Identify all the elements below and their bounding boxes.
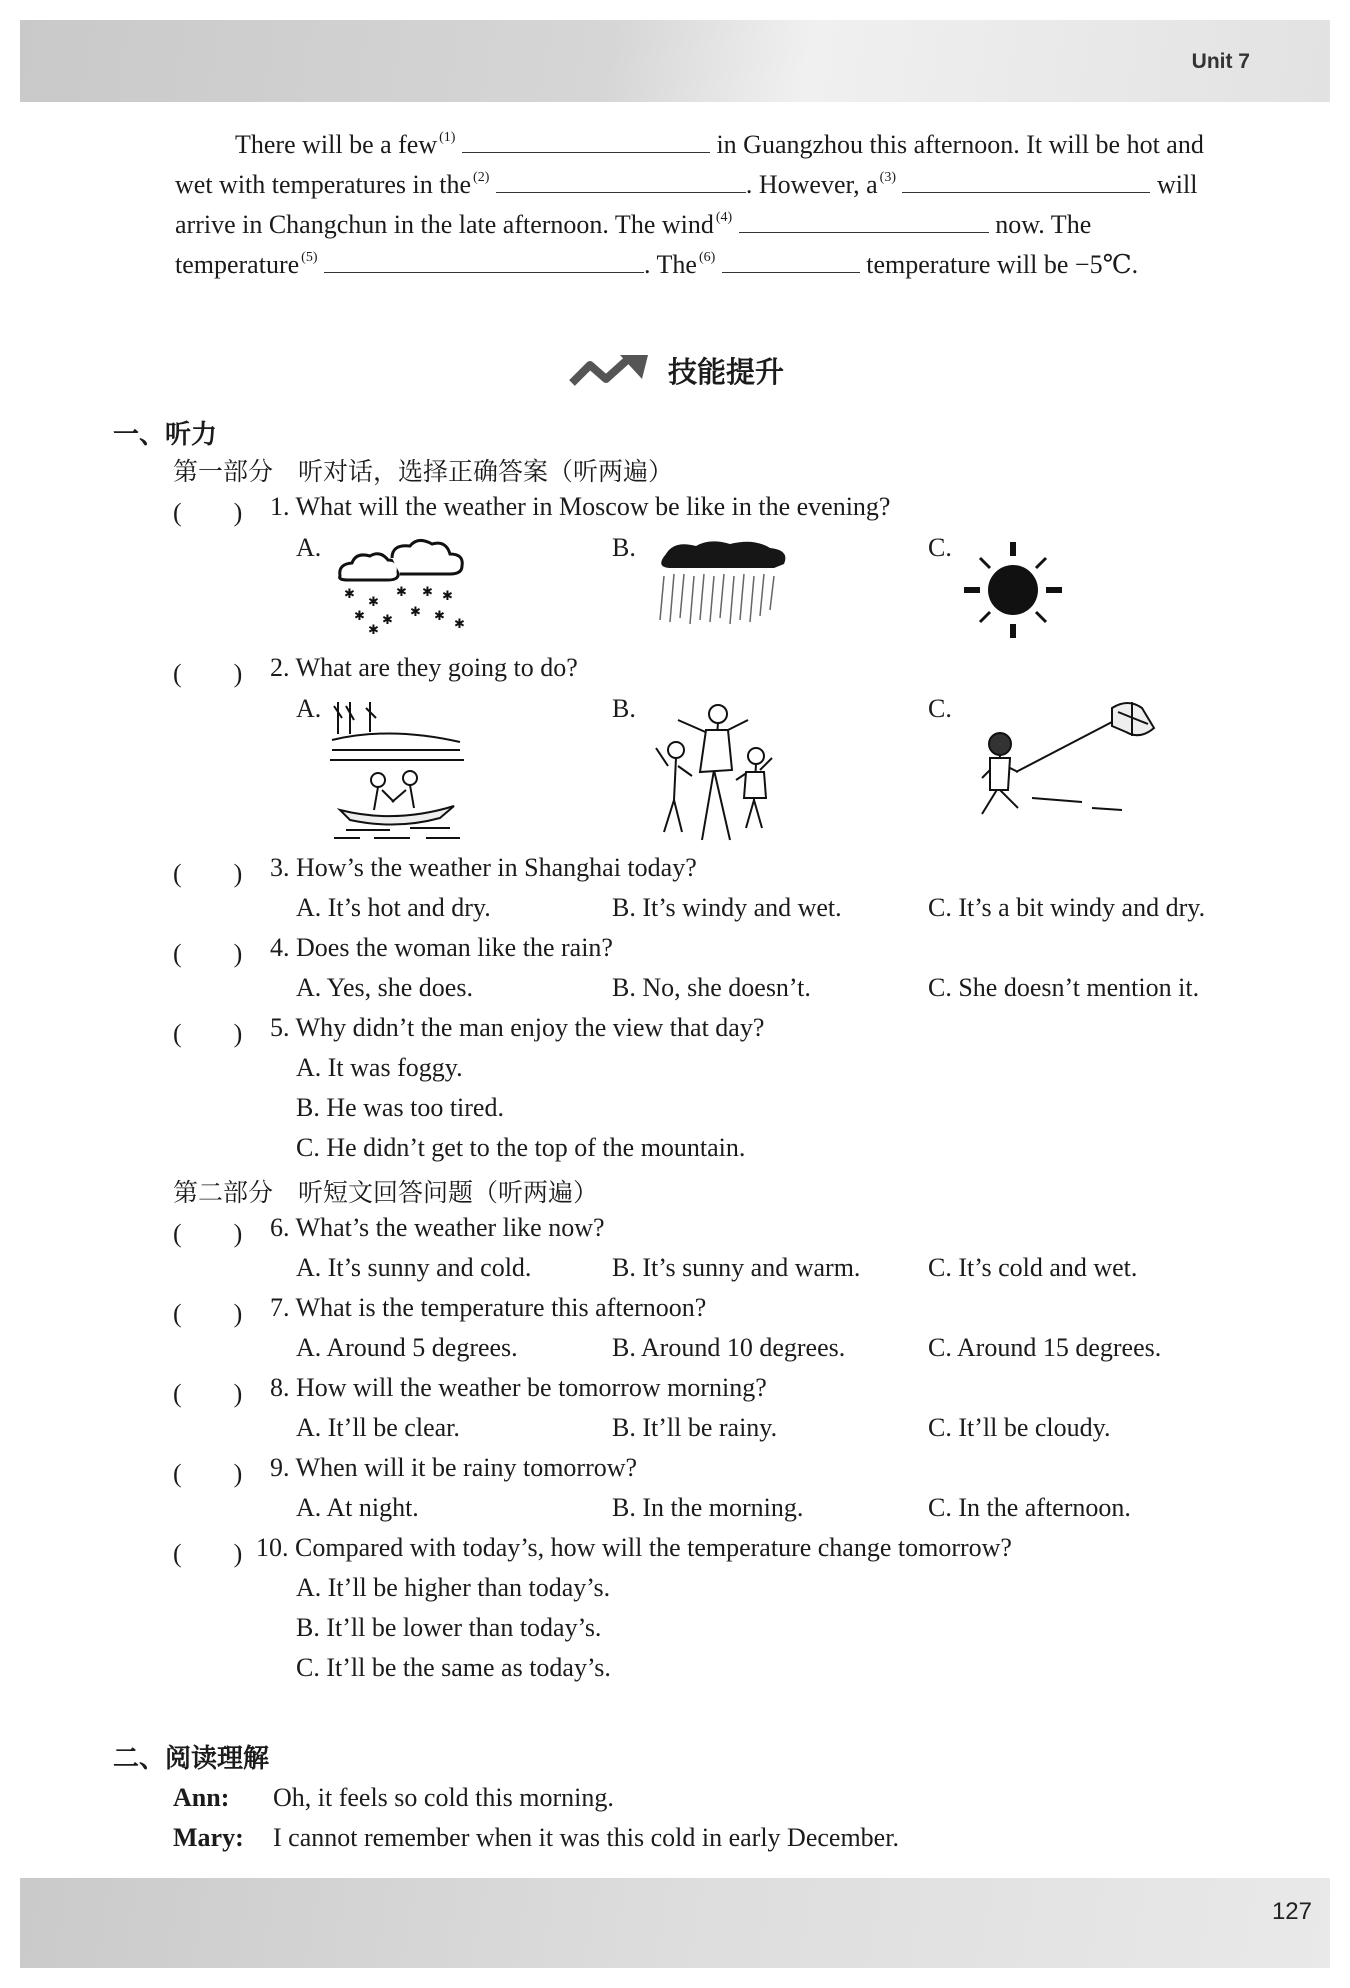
question-3: 3. How’s the weather in Shanghai today? — [270, 853, 697, 882]
unit-label: Unit 7 — [1191, 50, 1250, 73]
blank-1[interactable] — [462, 130, 710, 153]
option-6b[interactable]: B. It’s sunny and warm. — [612, 1253, 861, 1282]
dialogue-line-1: Oh, it feels so cold this morning. — [273, 1783, 614, 1812]
option-7b[interactable]: B. Around 10 degrees. — [612, 1333, 846, 1362]
question-5: 5. Why didn’t the man enjoy the view that day? — [270, 1013, 765, 1042]
option-8a[interactable]: A. It’ll be clear. — [296, 1413, 460, 1442]
option-10c[interactable]: C. It’ll be the same as today’s. — [296, 1653, 611, 1682]
blank-5[interactable] — [324, 250, 644, 273]
sun-icon — [958, 538, 1068, 642]
option-7a[interactable]: A. Around 5 degrees. — [296, 1333, 518, 1362]
option-5a[interactable]: A. It was foggy. — [296, 1053, 463, 1082]
answer-paren-2[interactable]: ( ) — [173, 659, 243, 688]
blank-2[interactable] — [496, 170, 746, 193]
answer-paren-10[interactable]: ( ) — [173, 1539, 243, 1568]
blank-number: (3) — [879, 170, 896, 185]
blank-number: (1) — [439, 130, 456, 145]
blank-number: (2) — [473, 170, 490, 185]
passage-text: wet with temperatures in the — [175, 170, 472, 199]
svg-text:✱: ✱ — [344, 587, 355, 602]
part-2-title: 第二部分 听短文回答问题（听两遍） — [173, 1178, 599, 1207]
option-3c[interactable]: C. It’s a bit windy and dry. — [928, 893, 1206, 922]
option-9a[interactable]: A. At night. — [296, 1493, 419, 1522]
svg-text:✱: ✱ — [410, 605, 421, 620]
passage-text: in Guangzhou this afternoon. It will be hot and — [716, 130, 1204, 159]
svg-text:✱: ✱ — [354, 609, 365, 624]
blank-number: (6) — [698, 250, 716, 265]
option-2b[interactable]: B. — [612, 694, 636, 723]
question-7: 7. What is the temperature this afternoon? — [270, 1293, 707, 1322]
passage-line-1 — [235, 122, 1204, 161]
option-1a[interactable]: A. — [296, 533, 322, 562]
option-7c[interactable]: C. Around 15 degrees. — [928, 1333, 1162, 1362]
option-5c[interactable]: C. He didn’t get to the top of the mountain. — [296, 1133, 746, 1162]
footer-band — [20, 1878, 1330, 1968]
boating-picture — [330, 698, 465, 844]
question-9: 9. When will it be rainy tomorrow? — [270, 1453, 638, 1482]
question-4: 4. Does the woman like the rain? — [270, 933, 613, 962]
option-4a[interactable]: A. Yes, she does. — [296, 973, 473, 1002]
passage-text: . However, a — [745, 170, 878, 199]
trend-arrow-icon — [568, 353, 652, 389]
answer-paren-3[interactable]: ( ) — [173, 859, 243, 888]
dancing-people-picture — [648, 700, 778, 846]
option-9c[interactable]: C. In the afternoon. — [928, 1493, 1131, 1522]
option-4b[interactable]: B. No, she doesn’t. — [612, 973, 811, 1002]
answer-paren-8[interactable]: ( ) — [173, 1379, 243, 1408]
answer-paren-5[interactable]: ( ) — [173, 1019, 243, 1048]
passage-text: now. The — [995, 210, 1092, 239]
header-band — [20, 20, 1330, 102]
question-1: 1. What will the weather in Moscow be like in the evening? — [270, 492, 891, 521]
answer-paren-7[interactable]: ( ) — [173, 1299, 243, 1328]
blank-3[interactable] — [902, 170, 1150, 193]
passage-line-3 — [175, 202, 1091, 241]
passage-text: arrive in Changchun in the late afternoon. The wind — [175, 210, 714, 239]
blank-4[interactable] — [739, 210, 989, 233]
option-9b[interactable]: B. In the morning. — [612, 1493, 804, 1522]
svg-text:✱: ✱ — [368, 595, 379, 610]
option-2a[interactable]: A. — [296, 694, 322, 723]
option-8c[interactable]: C. It’ll be cloudy. — [928, 1413, 1111, 1442]
svg-text:✱: ✱ — [382, 613, 393, 628]
svg-text:✱: ✱ — [368, 623, 379, 636]
passage-line-2 — [175, 162, 1197, 201]
option-2c[interactable]: C. — [928, 694, 952, 723]
option-5b[interactable]: B. He was too tired. — [296, 1093, 504, 1122]
rain-cloud-icon — [644, 538, 794, 628]
skill-heading — [568, 350, 784, 391]
option-8b[interactable]: B. It’ll be rainy. — [612, 1413, 778, 1442]
question-6: 6. What’s the weather like now? — [270, 1213, 605, 1242]
dialogue-line-2: I cannot remember when it was this cold in early December. — [273, 1823, 899, 1852]
svg-text:✱: ✱ — [396, 585, 407, 600]
answer-paren-9[interactable]: ( ) — [173, 1459, 243, 1488]
skill-title: 技能提升 — [668, 355, 785, 389]
option-10a[interactable]: A. It’ll be higher than today’s. — [296, 1573, 611, 1602]
part-1-title: 第一部分 听对话，选择正确答案（听两遍） — [173, 457, 674, 486]
passage-text: . The — [643, 250, 697, 279]
option-6c[interactable]: C. It’s cold and wet. — [928, 1253, 1138, 1282]
option-1b[interactable]: B. — [612, 533, 636, 562]
question-8: 8. How will the weather be tomorrow morning? — [270, 1373, 767, 1402]
reading-title: 二、阅读理解 — [113, 1744, 270, 1774]
svg-text:✱: ✱ — [422, 585, 433, 600]
snow-cloud-icon — [330, 536, 480, 636]
passage-text: temperature — [175, 250, 300, 279]
option-4c[interactable]: C. She doesn’t mention it. — [928, 973, 1200, 1002]
blank-6[interactable] — [722, 250, 860, 273]
blank-number: (4) — [715, 210, 733, 225]
speaker-mary: Mary: — [173, 1823, 244, 1852]
passage-line-4 — [175, 242, 1138, 281]
blank-number: (5) — [301, 250, 318, 265]
option-3b[interactable]: B. It’s windy and wet. — [612, 893, 842, 922]
speaker-ann: Ann: — [173, 1783, 230, 1812]
answer-paren-1[interactable]: ( ) — [173, 498, 243, 527]
option-1c[interactable]: C. — [928, 533, 952, 562]
flying-kite-picture — [962, 698, 1162, 828]
answer-paren-4[interactable]: ( ) — [173, 939, 243, 968]
svg-text:✱: ✱ — [442, 589, 453, 604]
option-3a[interactable]: A. It’s hot and dry. — [296, 893, 491, 922]
svg-text:✱: ✱ — [434, 609, 445, 624]
svg-text:✱: ✱ — [454, 617, 465, 632]
option-10b[interactable]: B. It’ll be lower than today’s. — [296, 1613, 602, 1642]
listening-title: 一、听力 — [113, 420, 218, 450]
passage-text: There will be a few — [235, 130, 438, 159]
passage-text: temperature will be −5℃. — [866, 250, 1139, 279]
question-2: 2. What are they going to do? — [270, 653, 578, 682]
option-6a[interactable]: A. It’s sunny and cold. — [296, 1253, 532, 1282]
passage-text: will — [1156, 170, 1198, 199]
question-10: 10. Compared with today’s, how will the temperature change tomorrow? — [256, 1533, 1012, 1562]
answer-paren-6[interactable]: ( ) — [173, 1219, 243, 1248]
page-number: 127 — [1271, 1898, 1312, 1925]
